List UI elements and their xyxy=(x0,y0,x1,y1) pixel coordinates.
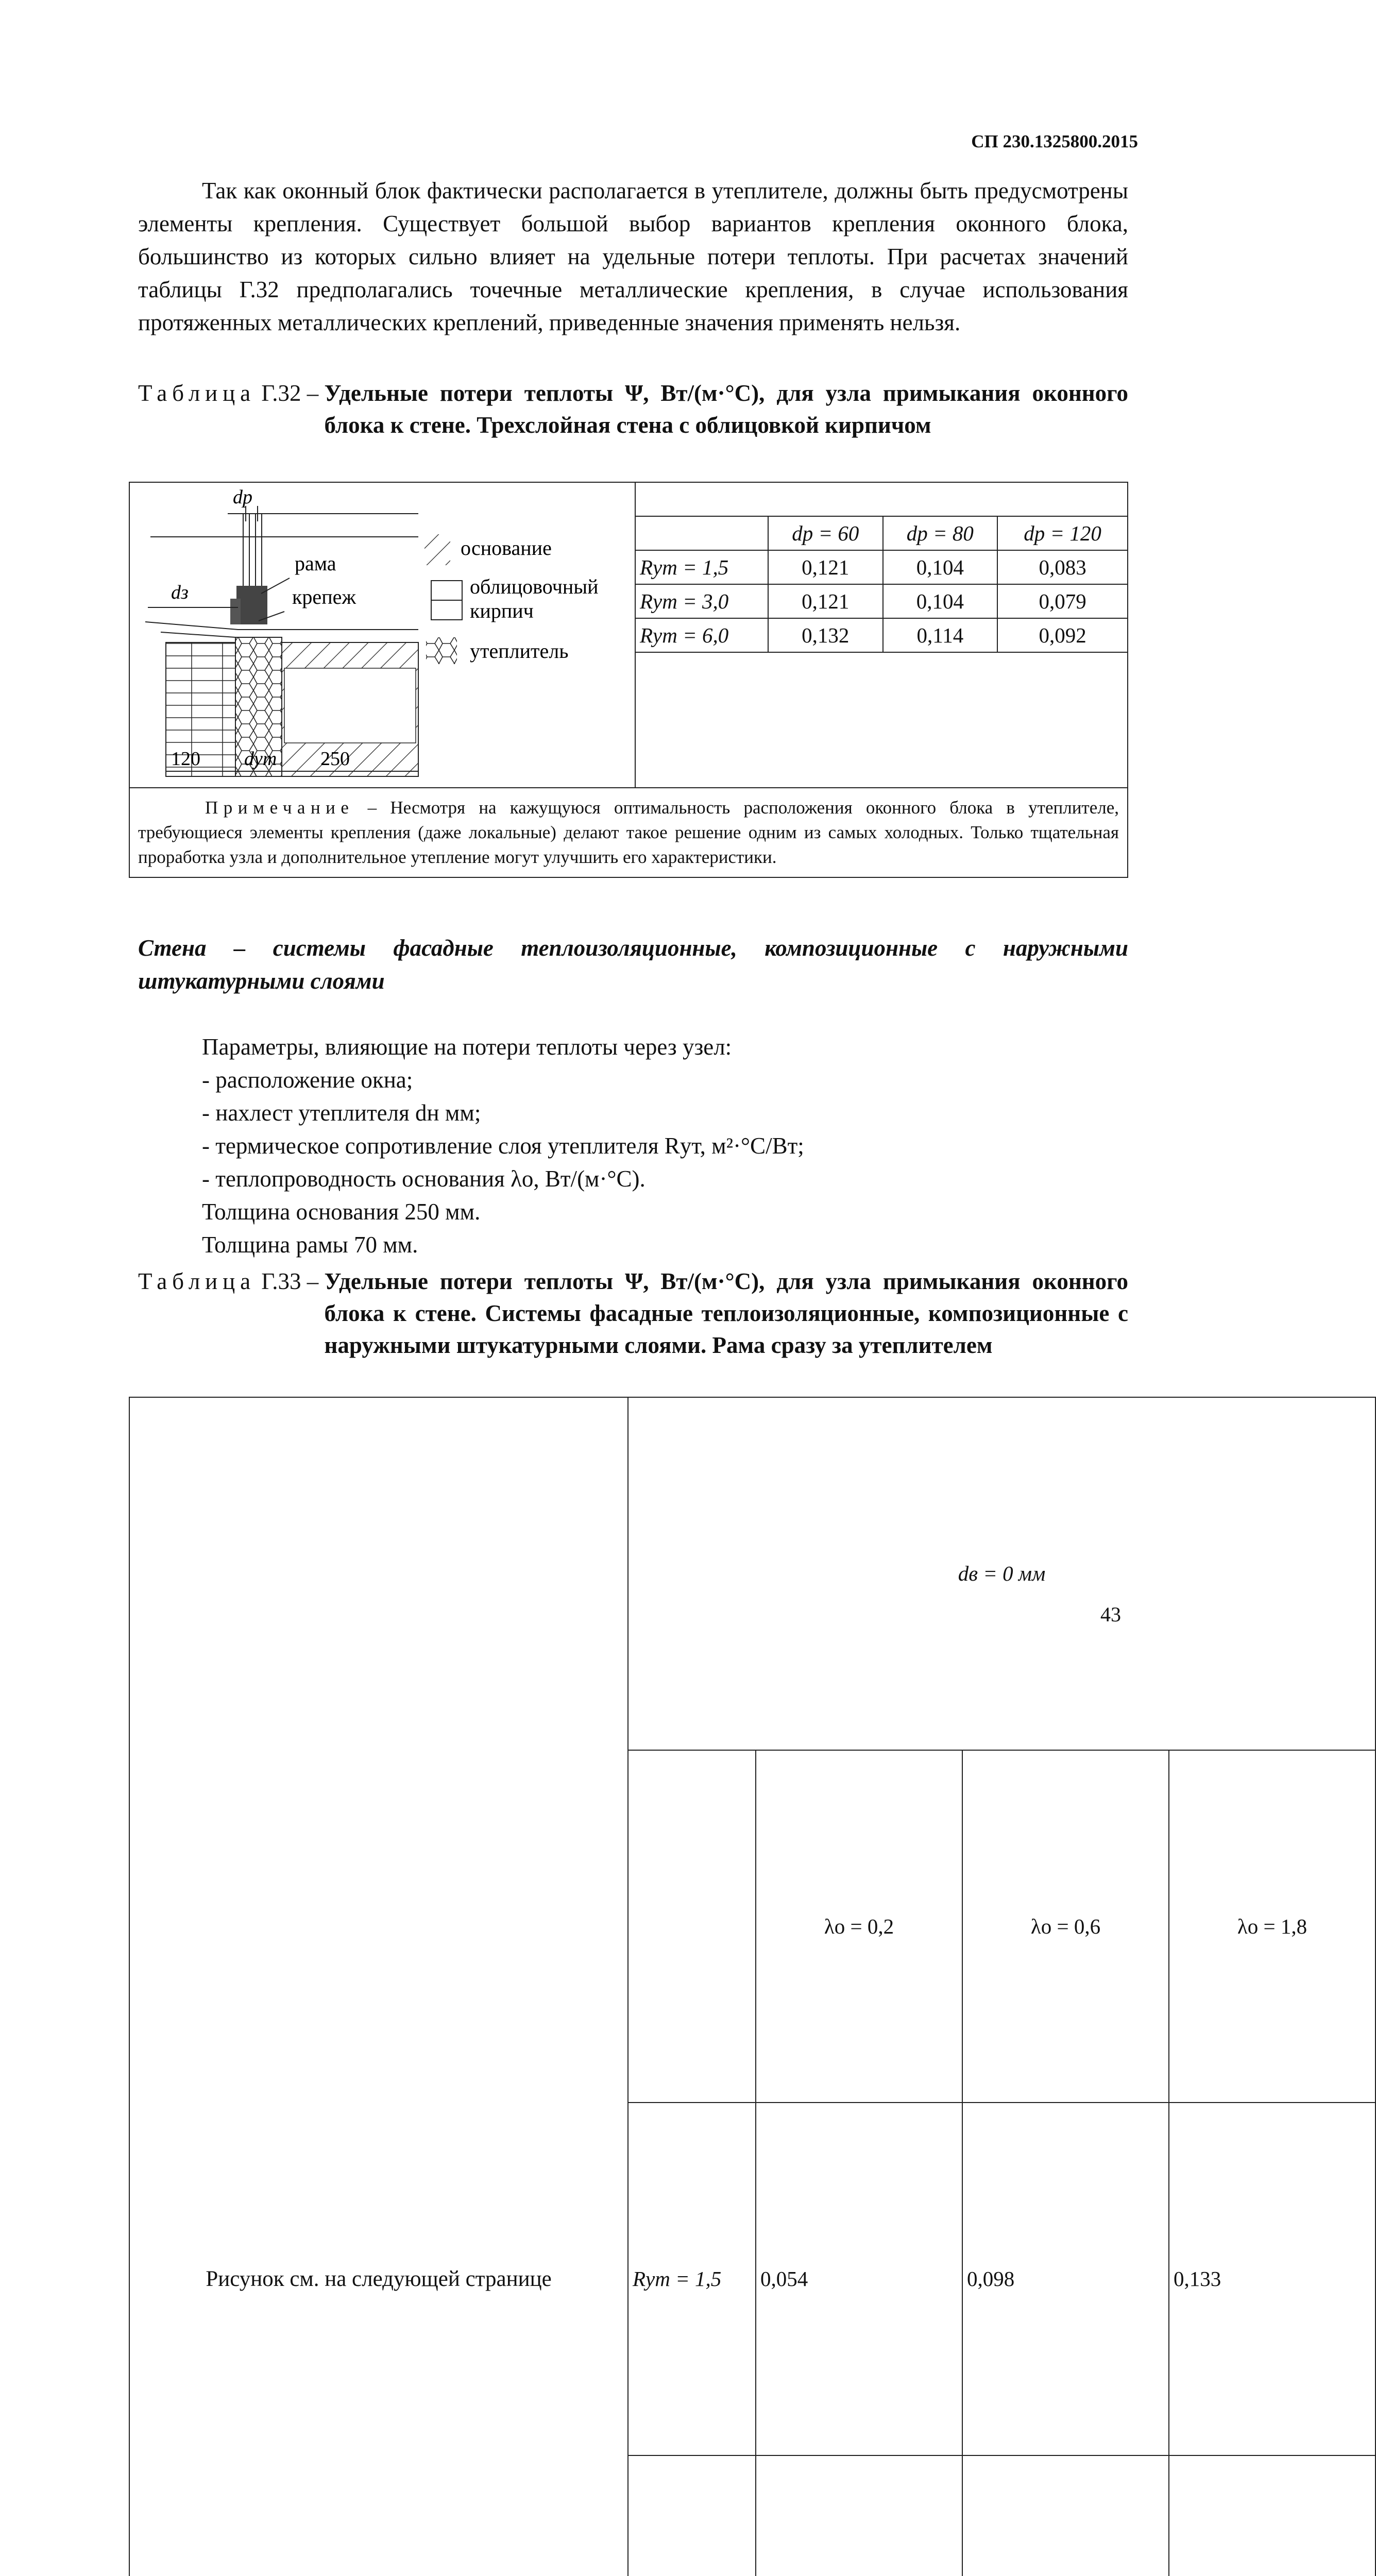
table32-caption-text: Удельные потери теплоты Ψ, Вт/(м·°С), для узла примыкания оконного блока к стене. Трехслойная стена с облицовкой кирпичом xyxy=(324,380,1128,438)
table33 xyxy=(129,1397,1376,2576)
table32-values-cell xyxy=(635,482,1128,788)
table33-col-header: λо = 1,8 xyxy=(1169,1750,1375,2103)
table32-cell: 0,104 xyxy=(883,550,998,584)
table33-group-header: dв = 0 мм xyxy=(628,1397,1375,1750)
section-heading: Стена – системы фасадные теплоизоляционные, композиционные с наружными штукатурными слоями xyxy=(138,935,1128,994)
dim-dut: dут xyxy=(244,748,277,770)
table32-row-label: Rут = 6,0 xyxy=(636,618,768,652)
table33-caption xyxy=(138,1265,1128,1361)
svg-text:утеплитель: утеплитель xyxy=(470,639,569,663)
table32-cell: 0,104 xyxy=(883,584,998,618)
table32-cell: 0,092 xyxy=(997,618,1127,652)
list-item: - теплопроводность основания λо, Вт/(м·°С). xyxy=(202,1166,645,1192)
table32-cell: 0,114 xyxy=(883,618,998,652)
note-label: Примечание xyxy=(205,798,354,818)
parameters-list xyxy=(202,1030,804,1261)
table33-caption-text: Удельные потери теплоты Ψ, Вт/(м·°С), для узла примыкания оконного блока к стене. Системы фасадные теплоизоляционные, композиционные с наружными штукатурными слоями. Рама сразу за утеплителем xyxy=(324,1268,1128,1358)
table33-cell: 0,133 xyxy=(1169,2103,1375,2455)
params-intro: Параметры, влияющие на потери теплоты через узел: xyxy=(202,1034,732,1060)
table32-caption xyxy=(138,377,1128,441)
legend-brick xyxy=(431,575,599,622)
legend-insulation xyxy=(426,637,568,664)
label-dz: dз xyxy=(171,582,189,603)
svg-text:кирпич: кирпич xyxy=(470,599,534,622)
table-row xyxy=(636,584,1127,618)
table32-figure-cell xyxy=(129,482,635,788)
table32-cell: 0,121 xyxy=(768,584,883,618)
table32-cell: 0,132 xyxy=(768,618,883,652)
table32-row-label: Rут = 1,5 xyxy=(636,550,768,584)
intro-paragraph xyxy=(138,174,1128,339)
intro-text: Так как оконный блок фактически располагается в утеплителе, должны быть предусмотрены элементы крепления. Существует большой выбор вариантов крепления оконного блока, большинство из которых сильно влияет на удельные потери теплоты. При расчетах значений таблицы Г.32 предполагались точечные металлические крепления, в случае использования протяженных металлических креплений, приведенные значения применять нельзя. xyxy=(138,178,1128,335)
table33-cell xyxy=(1169,2455,1375,2576)
thickness-base: Толщина основания 250 мм. xyxy=(202,1199,481,1225)
legend-base xyxy=(424,534,552,565)
list-item: - расположение окна; xyxy=(202,1067,413,1093)
table32-note xyxy=(129,788,1128,877)
dim-120: 120 xyxy=(171,748,200,770)
window-wall-junction-figure xyxy=(130,483,635,785)
table-row xyxy=(636,618,1127,652)
table32-cell: 0,079 xyxy=(997,584,1127,618)
table32-row-label: Rут = 3,0 xyxy=(636,584,768,618)
table33-caption-number: Г.33 – xyxy=(261,1268,319,1294)
table33-col-header: λо = 0,2 xyxy=(756,1750,962,2103)
thickness-frame: Толщина рамы 70 мм. xyxy=(202,1232,418,1258)
table32-values xyxy=(636,483,1127,787)
table33-cell: 0,098 xyxy=(962,2103,1169,2455)
table32-cell: 0,121 xyxy=(768,550,883,584)
table33-cell: 0,054 xyxy=(756,2103,962,2455)
note-text: – Несмотря на кажущуюся оптимальность расположения оконного блока в утеплителе, требующиеся элементы крепления (даже локальные) делают такое решение одним из самых холодных. Только тщательная проработка узла и дополнительное утепление могут улучшить его характеристики. xyxy=(138,798,1119,867)
table32-cell: 0,083 xyxy=(997,550,1127,584)
table33-row-label xyxy=(628,2455,756,2576)
label-rama: рама xyxy=(295,552,336,575)
table33-cell xyxy=(962,2455,1169,2576)
table32-col-header: dр = 120 xyxy=(997,516,1127,550)
list-item: - термическое сопротивление слоя утеплителя Rут, м²·°С/Вт; xyxy=(202,1133,804,1159)
table32 xyxy=(129,482,1128,878)
window-frame xyxy=(236,586,267,624)
table32-col-header: dр = 80 xyxy=(883,516,998,550)
dim-250: 250 xyxy=(320,748,350,770)
document-code: СП 230.1325800.2015 xyxy=(971,131,1138,151)
table32-col-header: dр = 60 xyxy=(768,516,883,550)
table33-col-header: λо = 0,6 xyxy=(962,1750,1169,2103)
svg-text:облицовочный: облицовочный xyxy=(470,575,599,598)
table33-cell xyxy=(756,2455,962,2576)
table33-caption-prefix: Таблица xyxy=(138,1268,256,1294)
table32-caption-number: Г.32 – xyxy=(261,380,319,406)
table33-row-label: Rут = 1,5 xyxy=(628,2103,756,2455)
table32-caption-prefix: Таблица xyxy=(138,380,256,406)
table-row xyxy=(636,550,1127,584)
label-krepezh: крепеж xyxy=(292,585,356,608)
label-dp: dр xyxy=(233,486,252,508)
list-item: - нахлест утеплителя dн мм; xyxy=(202,1100,481,1126)
svg-text:основание: основание xyxy=(461,536,552,560)
page-number: 43 xyxy=(1100,1603,1121,1626)
table33-left-cell: Рисунок см. на следующей странице xyxy=(129,1397,628,2576)
